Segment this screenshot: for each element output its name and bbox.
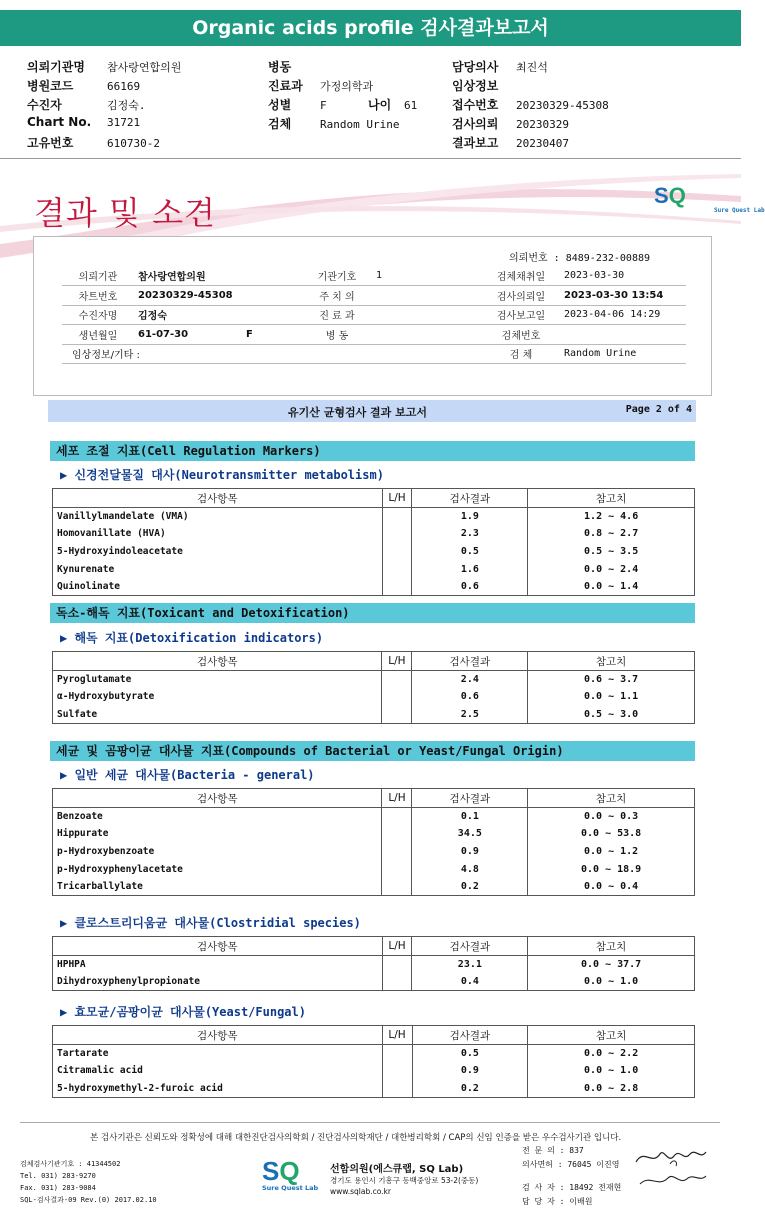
col-header-ref: 참고치: [528, 1026, 695, 1045]
info-value: 2023-03-30: [560, 266, 686, 286]
lh-flag: [382, 688, 412, 706]
report-header: [48, 400, 696, 422]
result-value: 0.2: [412, 878, 528, 896]
info-value: 김정숙: [134, 305, 302, 325]
sex-value: F: [246, 328, 253, 340]
footer-certification-note: 본 검사기관은 신뢰도와 정확성에 대해 대한진단검사의학회 / 진단검사의학재단 / 대한병리학회 / CAP의 신임 인증을 받은 우수검사기관 입니다.: [90, 1133, 622, 1143]
department-field: 진료과 가정의학과: [268, 79, 374, 93]
info-label: 검체채취일: [482, 266, 560, 286]
results-table: [52, 651, 695, 724]
result-value: 4.8: [412, 860, 528, 878]
results-header-row: [53, 1026, 695, 1045]
specimen-value: Random Urine: [560, 344, 686, 364]
lh-flag: [382, 956, 412, 974]
result-value: 2.4: [412, 671, 528, 689]
info-value: 1: [372, 266, 482, 286]
info-value: 20230329-45308: [134, 286, 302, 306]
reference-range: 0.0 ~ 2.2: [528, 1045, 695, 1063]
result-value: 0.1: [412, 808, 528, 826]
report-title-bar: [0, 10, 741, 46]
lh-flag: [382, 578, 412, 596]
patient-field: 수진자 김정숙.: [27, 98, 146, 112]
header-info: [0, 56, 741, 154]
result-value: 1.9: [412, 508, 528, 526]
table-row: [53, 825, 695, 843]
analyte-name: Tricarballylate: [53, 878, 382, 896]
request-number: 의뢰번호 : 8489-232-00889: [509, 253, 651, 264]
results-header-row: [53, 789, 695, 808]
info-label: 진 료 과: [302, 305, 372, 325]
section-cell-regulation: 세포 조절 지표(Cell Regulation Markers): [50, 441, 695, 461]
chart-no-field: Chart No. 31721: [27, 115, 141, 129]
result-value: 0.5: [412, 543, 528, 561]
institution-field: 의뢰기관명 참사랑연합의원: [27, 60, 182, 74]
table-row: [53, 1080, 695, 1098]
table-row: [53, 543, 695, 561]
results-table: [52, 936, 695, 991]
specimen-field: 검체 Random Urine: [268, 117, 400, 131]
info-value: [560, 325, 686, 345]
result-value: 34.5: [412, 825, 528, 843]
table-row: [53, 671, 695, 689]
lh-flag: [382, 843, 412, 861]
footer-divider: [20, 1122, 720, 1123]
analyte-name: Homovanillate (HVA): [53, 525, 383, 543]
result-value: 1.6: [412, 560, 528, 578]
info-label: 생년월일: [62, 325, 134, 345]
reference-range: 0.0 ~ 1.4: [528, 578, 695, 596]
table-row: [53, 808, 695, 826]
info-value: 2023-03-30 13:54: [560, 286, 686, 306]
patient-info-table: [62, 266, 686, 364]
results-table: [52, 1025, 695, 1098]
unique-no-field: 고유번호 610730-2: [27, 136, 160, 150]
col-header-lh: L/H: [382, 937, 412, 956]
group-title: ▶ 신경전달물질 대사(Neurotransmitter metabolism): [60, 468, 384, 482]
table-row: [53, 973, 695, 991]
lh-flag: [382, 973, 412, 991]
birth-date: 61-07-30: [138, 328, 189, 340]
page-indicator: Page 2 of 4: [625, 404, 692, 415]
info-label: 기관기호: [302, 266, 372, 286]
col-header-ref: 참고치: [528, 652, 695, 671]
table-row: [53, 688, 695, 706]
result-value: 23.1: [412, 956, 528, 974]
clinical-info-field: 임상정보: [452, 79, 499, 93]
lh-flag: [382, 1045, 412, 1063]
reference-range: 0.0 ~ 18.9: [528, 860, 695, 878]
analyte-name: Pyroglutamate: [53, 671, 382, 689]
col-header-lh: L/H: [382, 1026, 412, 1045]
reference-range: 0.0 ~ 0.4: [528, 878, 695, 896]
report-title: Organic acids profile 검사결과보고서: [192, 17, 549, 39]
analyte-name: Tartarate: [53, 1045, 383, 1063]
results-heading: 결과 및 소견: [34, 194, 216, 232]
info-row: [62, 286, 686, 306]
table-row: [53, 878, 695, 896]
lh-flag: [382, 706, 412, 724]
reference-range: 0.5 ~ 3.5: [528, 543, 695, 561]
lh-flag: [382, 1062, 412, 1080]
info-label: 의뢰기관: [62, 266, 134, 286]
age-field: 나이 61: [368, 98, 418, 112]
col-header-ref: 참고치: [528, 489, 695, 508]
col-header-item: 검사항목: [53, 652, 382, 671]
col-header-result: 검사결과: [412, 1026, 528, 1045]
col-header-lh: L/H: [382, 489, 412, 508]
lh-flag: [382, 825, 412, 843]
reference-range: 0.0 ~ 53.8: [528, 825, 695, 843]
table-row: [53, 560, 695, 578]
info-value: [372, 305, 482, 325]
request-date-field: 검사의뢰 20230329: [452, 117, 569, 131]
analyte-name: p-Hydroxyphenylacetate: [53, 860, 382, 878]
info-value: [134, 325, 302, 345]
analyte-name: 5-Hydroxyindoleacetate: [53, 543, 383, 561]
col-header-result: 검사결과: [412, 789, 528, 808]
hospital-code-field: 병원코드 66169: [27, 79, 141, 93]
info-label: 수진자명: [62, 305, 134, 325]
reference-range: 0.8 ~ 2.7: [528, 525, 695, 543]
signature-image: [630, 1144, 710, 1192]
table-row: [53, 1045, 695, 1063]
reference-range: 0.0 ~ 2.8: [528, 1080, 695, 1098]
col-header-ref: 참고치: [528, 789, 695, 808]
col-header-item: 검사항목: [53, 1026, 383, 1045]
results-table: [52, 488, 695, 596]
footer-sq-logo: SQ Sure Quest Lab: [262, 1156, 319, 1192]
analyte-name: Sulfate: [53, 706, 382, 724]
analyte-name: Citramalic acid: [53, 1062, 383, 1080]
analyte-name: Dihydroxyphenylpropionate: [53, 973, 383, 991]
report-header-title: 유기산 균형검사 결과 보고서: [288, 406, 427, 419]
table-row: [53, 956, 695, 974]
table-row: [53, 1062, 695, 1080]
reference-range: 0.6 ~ 3.7: [528, 671, 695, 689]
result-value: 0.9: [412, 843, 528, 861]
result-value: 0.9: [412, 1062, 528, 1080]
report-date-field: 결과보고 20230407: [452, 136, 569, 150]
table-row: [53, 706, 695, 724]
results-header-row: [53, 489, 695, 508]
reference-range: 1.2 ~ 4.6: [528, 508, 695, 526]
header-divider: [0, 158, 741, 159]
col-header-result: 검사결과: [412, 652, 528, 671]
results-table: [52, 788, 695, 896]
reference-range: 0.5 ~ 3.0: [528, 706, 695, 724]
info-value: 참사랑연합의원: [134, 266, 302, 286]
group-title: ▶ 일반 세균 대사물(Bacteria - general): [60, 768, 315, 782]
table-row: [53, 578, 695, 596]
accession-no-field: 접수번호 20230329-45308: [452, 98, 609, 112]
lh-flag: [382, 808, 412, 826]
results-header-row: [53, 937, 695, 956]
info-value: 2023-04-06 14:29: [560, 305, 686, 325]
ward-field: 병동: [268, 60, 292, 74]
group-title: ▶ 클로스트리디움균 대사물(Clostridial species): [60, 916, 361, 930]
reference-range: 0.0 ~ 1.0: [528, 973, 695, 991]
sq-lab-logo: SQ Sure Quest Lab: [654, 183, 765, 214]
group-title: ▶ 효모균/곰팡이균 대사물(Yeast/Fungal): [60, 1005, 306, 1019]
table-row: [53, 508, 695, 526]
result-value: 0.6: [412, 688, 528, 706]
reference-range: 0.0 ~ 2.4: [528, 560, 695, 578]
lh-flag: [382, 1080, 412, 1098]
analyte-name: 5-hydroxymethyl-2-furoic acid: [53, 1080, 383, 1098]
lh-flag: [382, 508, 412, 526]
col-header-item: 검사항목: [53, 489, 383, 508]
info-value: [372, 325, 482, 345]
footer-signatories: 전 문 의 : 837 의사면허 : 76045 이진영 검 사 자 : 18492 전재현 담 당 자 : 이배원: [522, 1146, 622, 1206]
section-bacterial-yeast: 세균 및 곰팡이균 대사물 지표(Compounds of Bacterial or Yeast/Fungal Origin): [50, 741, 695, 761]
lh-flag: [382, 543, 412, 561]
results-header-row: [53, 652, 695, 671]
section-detoxification: 독소-해독 지표(Toxicant and Detoxification): [50, 603, 695, 623]
result-value: 2.5: [412, 706, 528, 724]
result-value: 0.2: [412, 1080, 528, 1098]
sex-field: 성별 F: [268, 98, 327, 112]
col-header-lh: L/H: [382, 652, 412, 671]
lh-flag: [382, 525, 412, 543]
info-label: 검사의뢰일: [482, 286, 560, 306]
result-value: 0.6: [412, 578, 528, 596]
col-header-result: 검사결과: [412, 937, 528, 956]
analyte-name: Quinolinate: [53, 578, 383, 596]
reference-range: 0.0 ~ 1.1: [528, 688, 695, 706]
analyte-name: Hippurate: [53, 825, 382, 843]
col-header-ref: 참고치: [528, 937, 695, 956]
lh-flag: [382, 860, 412, 878]
analyte-name: α-Hydroxybutyrate: [53, 688, 382, 706]
footer-lab-info: 선함의원(에스큐랩, SQ Lab) 경기도 용인시 기흥구 동백중앙로 53-2(중동) www.sqlab.co.kr: [330, 1164, 479, 1196]
analyte-name: p-Hydroxybenzoate: [53, 843, 382, 861]
info-label: 검체번호: [482, 325, 560, 345]
info-label: 검사보고일: [482, 305, 560, 325]
clinical-info-label: 임상정보/기타 :: [62, 344, 482, 364]
info-row: [62, 305, 686, 325]
info-label: 병 동: [302, 325, 372, 345]
info-row: [62, 344, 686, 364]
col-header-item: 검사항목: [53, 937, 383, 956]
doctor-field: 담당의사 최진석: [452, 60, 548, 74]
analyte-name: HPHPA: [53, 956, 383, 974]
reference-range: 0.0 ~ 1.2: [528, 843, 695, 861]
col-header-result: 검사결과: [412, 489, 528, 508]
result-value: 2.3: [412, 525, 528, 543]
table-row: [53, 860, 695, 878]
table-row: [53, 525, 695, 543]
table-row: [53, 843, 695, 861]
info-row: [62, 266, 686, 286]
info-value: [372, 286, 482, 306]
info-label: 주 치 의: [302, 286, 372, 306]
analyte-name: Benzoate: [53, 808, 382, 826]
result-value: 0.4: [412, 973, 528, 991]
info-label: 검 체: [482, 344, 560, 364]
analyte-name: Kynurenate: [53, 560, 383, 578]
footer-contact: 검체검사기관기호 : 41344502 Tel. 031) 283-9270 Fax. 031) 283-9084 SQL-검사결과-09 Rev.(0) 2017.02.10: [20, 1160, 157, 1204]
reference-range: 0.0 ~ 1.0: [528, 1062, 695, 1080]
lh-flag: [382, 671, 412, 689]
lh-flag: [382, 560, 412, 578]
lh-flag: [382, 878, 412, 896]
group-title: ▶ 해독 지표(Detoxification indicators): [60, 631, 324, 645]
col-header-item: 검사항목: [53, 789, 382, 808]
reference-range: 0.0 ~ 0.3: [528, 808, 695, 826]
info-label: 차트번호: [62, 286, 134, 306]
col-header-lh: L/H: [382, 789, 412, 808]
info-row: [62, 325, 686, 345]
analyte-name: Vanillylmandelate (VMA): [53, 508, 383, 526]
result-value: 0.5: [412, 1045, 528, 1063]
reference-range: 0.0 ~ 37.7: [528, 956, 695, 974]
